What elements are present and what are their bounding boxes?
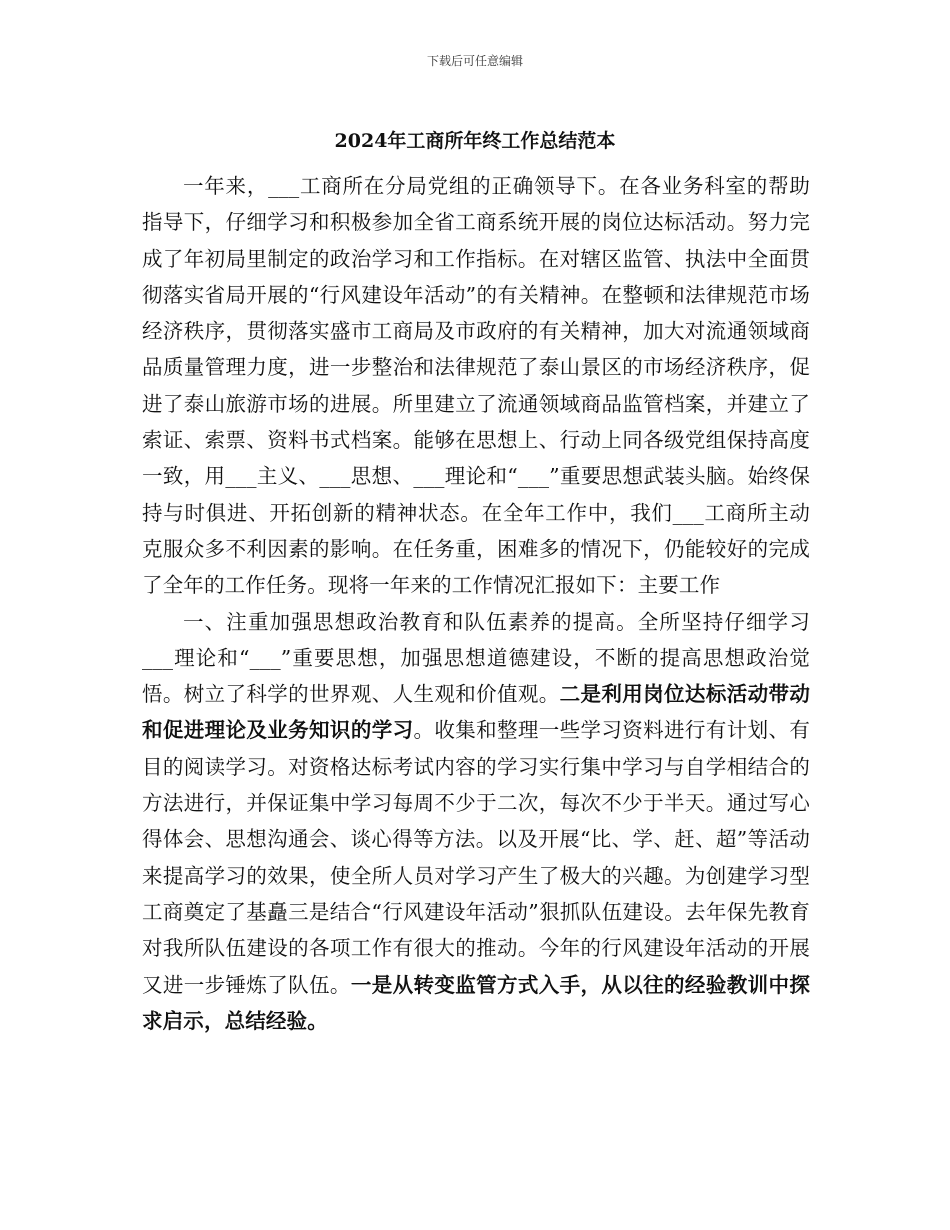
- document-body: [142, 168, 810, 1039]
- paragraph-text: 一、注重加强思想政治教育和队伍素养的提高。全所坚持仔细学习___理论和“___”重要思想，加强思想道德建设，不断的提高思想政治觉悟。树立了科学的世界观、人生观和价值观。: [142, 609, 810, 707]
- paragraph-intro: 一年来，___工商所在分局党组的正确领导下。在各业务科室的帮助指导下，仔细学习和积极参加全省工商系统开展的岗位达标活动。努力完成了年初局里制定的政治学习和工作指标。在对辖区监管、执法中全面贯彻落实省局开展的“行风建设年活动”的有关精神。在整顿和法律规范市场经济秩序，贯彻落实盛市工商局及市政府的有关精神，加大对流通领域商品质量管理力度，进一步整治和法律规范了泰山景区的市场经济秩序，促进了泰山旅游市场的进展。所里建立了流通领域商品监管档案，并建立了索证、索票、资料书式档案。能够在思想上、行动上同各级党组保持高度一致，用___主义、___思想、___理论和“___”重要思想武装头脑。始终保持与时俱进、开拓创新的精神状态。在全年工作中，我们___工商所主动克服众多不利因素的影响。在任务重，困难多的情况下，仍能较好的完成了全年的工作任务。现将一年来的工作情况汇报如下：主要工作: [142, 174, 810, 598]
- document-title: 2024年工商所年终工作总结范本: [334, 130, 616, 152]
- bold-heading-1: 一是从转变监管方式入手，从以往的经验教训中探求启示，总结经验。: [142, 972, 810, 1033]
- paragraph-main-work: [142, 604, 810, 1040]
- bold-heading-2: 二是利用岗位达标活动带动和促进理论及业务知识的学习: [142, 682, 810, 743]
- paragraph-text: 。收集和整理一些学习资料进行有计划、有目的阅读学习。对资格达标考试内容的学习实行集中学习与自学相结合的方法进行，并保证集中学习每周不少于二次，每次不少于半天。通过写心得体会、思想沟通会、谈心得等方法。以及开展“比、学、赶、超”等活动来提高学习的效果，使全所人员对学习产生了极大的兴趣。为创建学习型工商奠定了基矗三是结合“行风建设年活动”狠抓队伍建设。去年保先教育对我所队伍建设的各项工作有很大的推动。今年的行风建设年活动的开展又进一步锤炼了队伍。: [142, 718, 810, 997]
- page-header: 下载后可任意编辑: [426, 54, 523, 68]
